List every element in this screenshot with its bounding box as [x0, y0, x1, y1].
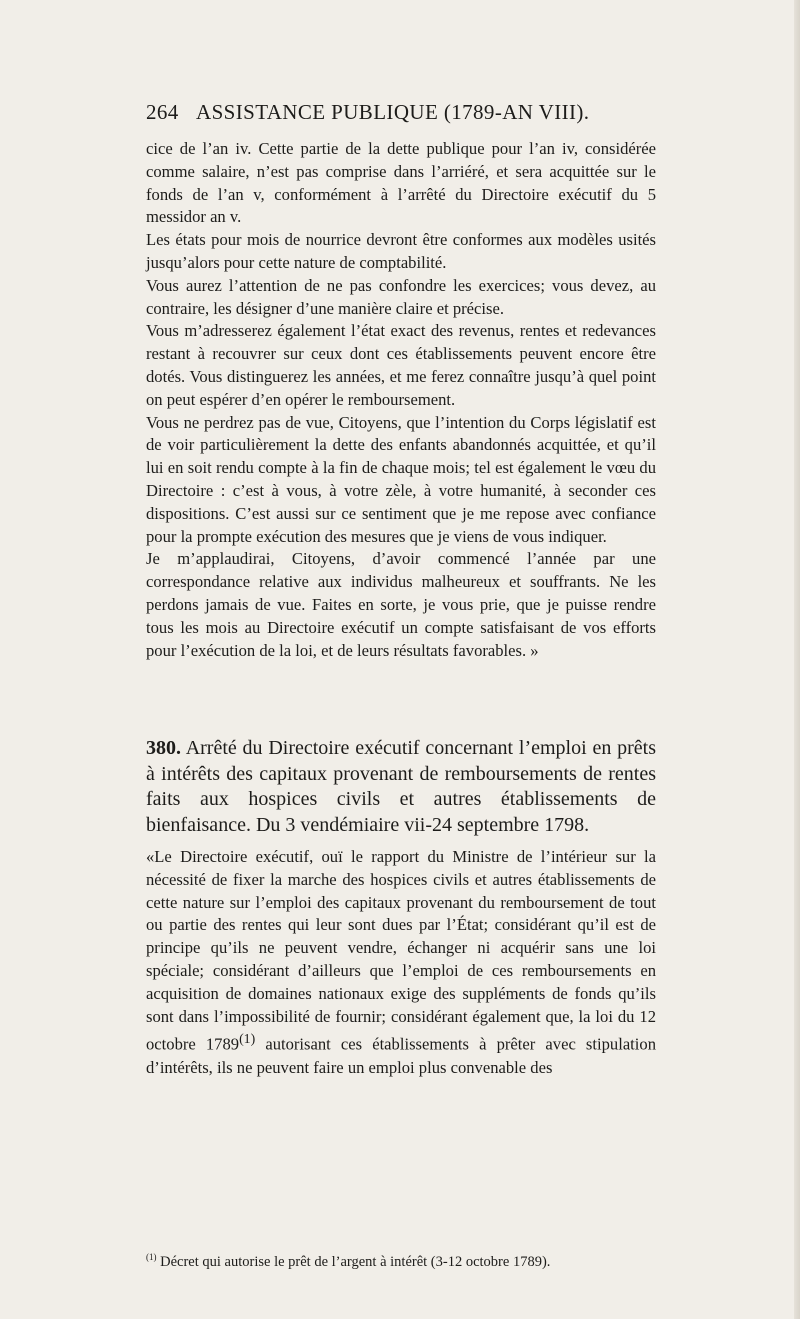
continuation-text [146, 138, 656, 662]
body-text-after-note: autorisant ces établissements à prêter avec stipulation d’intérêts, ils ne peuvent faire un emploi plus convenable des [146, 1034, 656, 1077]
footnote-text: Décret qui autorise le prêt de l’argent à intérêt (3-12 octobre 1789). [156, 1253, 551, 1270]
section-body [146, 846, 656, 1080]
page-edge-shadow [794, 0, 800, 1319]
page-header [146, 100, 666, 130]
paragraph: Je m’applaudirai, Citoyens, d’avoir commencé l’année par une correspondance relative aux individus malheureux et souffrants. Ne les perdons jamais de vue. Faites en sorte, je vous prie, que je puisse rendre tous les mois au Directoire exécutif un compte satisfaisant de vos efforts pour l’exécution de la loi, et de leurs résultats favorables. » [146, 549, 656, 660]
paragraph: Vous aurez l’attention de ne pas confondre les exercices; vous devez, au contraire, les désigner d’une manière claire et précise. [146, 275, 656, 318]
page-number: 264 [146, 100, 179, 124]
body-text-before-note: «Le Directoire exécutif, ouï le rapport du Ministre de l’intérieur sur la nécessité de fixer la marche des hospices civils et autres établissements de cette nature sur l’emploi des capitaux provenant du remboursement de tout ou partie des rentes qui leur sont dues par l’État; considérant qu’il est de principe qu’ils ne peuvent vendre, échanger ni acquérir sans une loi spéciale; considérant d’ailleurs que l’emploi de ces remboursements en acquisition de domaines nationaux exige des suppléments de fonds qu’ils sont dans l’impossibilité de fournir; considérant également que, la loi du 12 octobre 1789 [146, 847, 656, 1054]
paragraph [146, 846, 656, 1080]
paragraph: Vous m’adresserez également l’état exact des revenus, rentes et redevances restant à recouvrer sur ceux dont ces établissements peuvent encore être dotés. Vous distinguerez les années, et me ferez connaître jusqu’à quel point on peut espérer d’en opérer le remboursement. [146, 321, 656, 409]
paragraph: Vous ne perdrez pas de vue, Citoyens, que l’intention du Corps législatif est de voir particulièrement la dette des enfants abandonnés acquittée, et qu’il lui en soit rendu compte à la fin de chaque mois; tel est également le vœu du Directoire : c’est à vous, à votre zèle, à votre humanité, à seconder ces dispositions. C’est aussi sur ce sentiment que je me repose avec confiance pour la prompte exécution des mesures que je viens de vous indiquer. [146, 412, 656, 546]
paragraph: Les états pour mois de nourrice devront être conformes aux modèles usités jusqu’alors pour cette nature de comptabilité. [146, 230, 656, 272]
section-heading [146, 736, 656, 838]
paragraph: cice de l’an iv. Cette partie de la dette publique pour l’an iv, considérée comme salaire, n’est pas comprise dans l’arriéré, et sera acquittée sur le fonds de l’an v, conformément à l’arrêté du Directoire exécutif du 5 messidor an v. [146, 139, 656, 227]
running-title: ASSISTANCE PUBLIQUE (1789-AN VIII). [196, 100, 590, 124]
section-title: Arrêté du Directoire exécutif concernant l’emploi en prêts à intérêts des capitaux provenant de remboursements de rentes faits aux hospices civils et autres établissements de bienfaisance. Du 3 vendémiaire vii-24 septembre 1798. [146, 737, 656, 836]
footnote [146, 1248, 666, 1271]
footnote-marker: (1) [146, 1252, 157, 1262]
footnote-reference[interactable]: (1) [239, 1031, 256, 1047]
section-number: 380. [146, 737, 181, 759]
